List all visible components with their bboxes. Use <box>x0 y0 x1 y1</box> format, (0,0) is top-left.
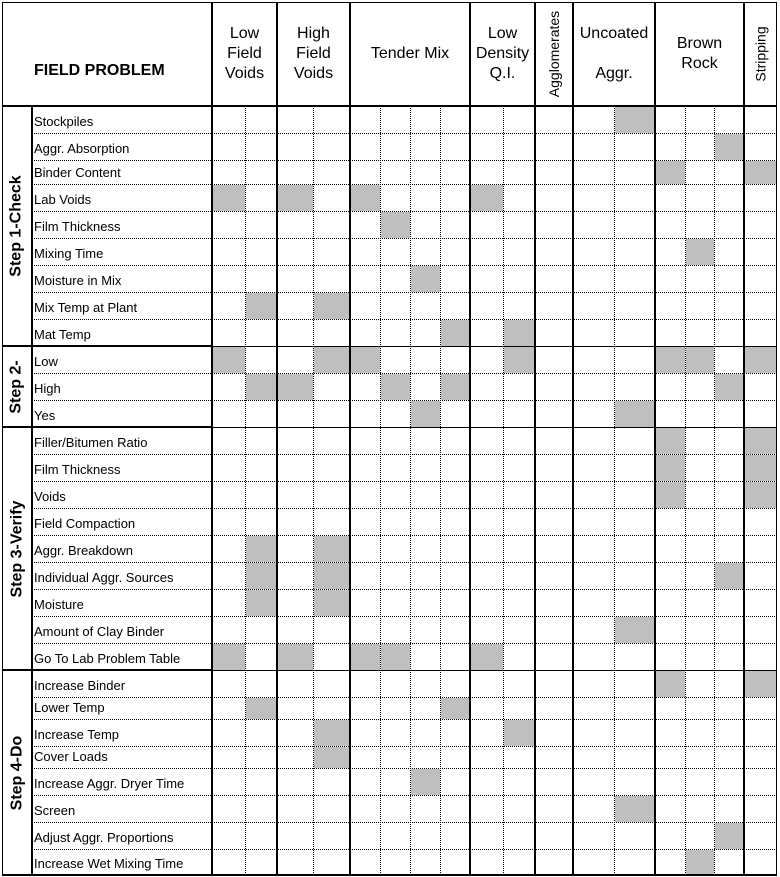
row-label: Cover Loads <box>34 749 108 764</box>
step-divider <box>2 875 777 876</box>
row-label: Field Compaction <box>34 516 136 531</box>
row-label: Increase Wet Mixing Time <box>34 856 184 871</box>
row-label: Screen <box>34 803 76 818</box>
step-label-text: Step 2- <box>8 359 25 414</box>
row-label: Film Thickness <box>34 219 121 234</box>
row-label: Adjust Aggr. Proportions <box>34 830 174 845</box>
row-label: Individual Aggr. Sources <box>34 570 174 585</box>
row-label: Lab Voids <box>34 192 92 207</box>
table-title: FIELD PROBLEM <box>34 62 165 79</box>
row-label: Mixing Time <box>34 246 104 261</box>
row-label: Mat Temp <box>34 327 91 342</box>
row-label: Go To Lab Problem Table <box>34 651 181 666</box>
row-label: Increase Aggr. Dryer Time <box>34 776 185 791</box>
row-label: Moisture <box>34 597 84 612</box>
low-field-voids-header: Low Field Voids <box>224 25 265 82</box>
row-label: Increase Binder <box>34 678 126 693</box>
row-label: Aggr. Breakdown <box>34 543 134 558</box>
row-label: Moisture in Mix <box>34 273 122 288</box>
row-label: Mix Temp at Plant <box>34 300 138 315</box>
row-label: Amount of Clay Binder <box>34 624 165 639</box>
table-border <box>2 2 777 875</box>
row-label: Stockpiles <box>34 114 94 129</box>
step-label-text: Step 3-Verify <box>8 500 25 597</box>
row-label: Low <box>34 354 58 369</box>
row-label: Binder Content <box>34 165 121 180</box>
agglomerates-header-label: Agglomerates <box>546 10 563 98</box>
row-label: Yes <box>34 408 56 423</box>
low-density-qi-header: Low Density Q.I. <box>475 25 530 82</box>
row-label: Film Thickness <box>34 462 121 477</box>
row-label: Aggr. Absorption <box>34 141 130 156</box>
row-label: High <box>34 381 61 396</box>
high-field-voids-header: High Field Voids <box>293 25 334 82</box>
row-label: Lower Temp <box>34 700 105 715</box>
row-label: Increase Temp <box>34 727 120 742</box>
uncoated-aggr-header: Uncoated Aggr. <box>579 25 649 82</box>
tender-mix-header: Tender Mix <box>370 45 450 62</box>
step-label-text: Step 4-Do <box>8 735 26 810</box>
step-label-text: Step 1-Check <box>8 175 25 277</box>
stripping-header-label: Stripping <box>752 26 769 82</box>
row-label: Voids <box>34 489 66 504</box>
row-label: Filler/Bitumen Ratio <box>34 435 148 450</box>
brown-rock-header: Brown Rock <box>676 35 723 72</box>
